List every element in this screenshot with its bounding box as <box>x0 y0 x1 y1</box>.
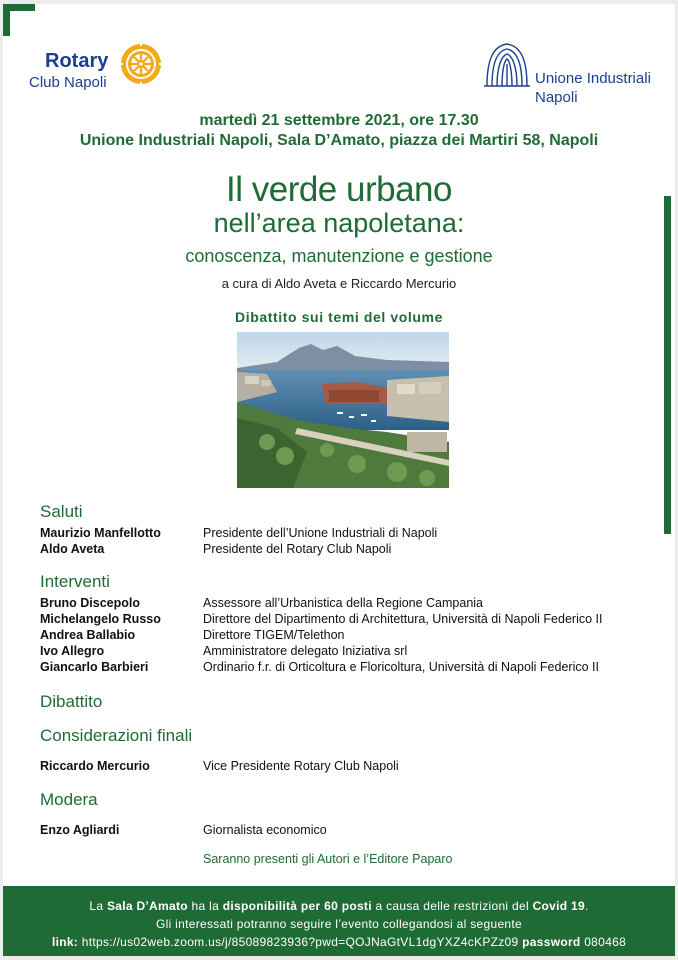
speaker-role: Presidente del Rotary Club Napoli <box>203 542 392 556</box>
speaker-name: Andrea Ballabio <box>40 628 136 642</box>
unione-industriali-emblem-icon <box>481 40 533 90</box>
rotary-logo-name: Rotary <box>45 50 109 72</box>
event-poster <box>3 4 675 956</box>
section-interventi-heading: Interventi <box>40 572 110 591</box>
list-item <box>40 526 660 542</box>
speaker-role: Ordinario f.r. di Orticoltura e Floricoltura, Università di Napoli Federico II <box>203 660 599 674</box>
section-saluti-heading: Saluti <box>40 502 83 521</box>
list-item <box>40 660 660 676</box>
book-title-line1: Il verde urbano <box>226 170 452 209</box>
moderator-role: Giornalista economico <box>203 823 327 837</box>
speaker-name: Giancarlo Barbieri <box>40 660 149 674</box>
footer-text: ha la <box>187 899 223 913</box>
list-item <box>40 596 660 612</box>
speaker-name: Ivo Allegro <box>40 644 105 658</box>
list-item <box>40 823 660 839</box>
rotary-wheel-icon <box>119 42 163 86</box>
book-editors: a cura di Aldo Aveta e Riccardo Mercurio <box>221 276 457 291</box>
book-subtitle: conoscenza, manutenzione e gestione <box>185 246 493 266</box>
speaker-role: Presidente dell’Unione Industriali di Napoli <box>203 526 438 540</box>
unione-industriali-logo <box>481 38 671 108</box>
footer-capacity-line <box>3 899 675 913</box>
speaker-role: Amministratore delegato Iniziativa srl <box>203 644 408 658</box>
list-item <box>40 644 660 660</box>
footer-covid-bold: Covid 19 <box>532 899 585 913</box>
unione-logo-line1: Unione Industriali <box>535 70 651 87</box>
speaker-name: Aldo Aveta <box>40 542 105 556</box>
speaker-name: Michelangelo Russo <box>40 612 161 626</box>
footer-banner <box>3 886 675 956</box>
debate-heading: Dibattito sui temi del volume <box>235 309 443 325</box>
unione-logo-line2: Napoli <box>535 89 578 106</box>
rotary-logo-subtitle: Club Napoli <box>29 74 107 91</box>
section-considerazioni-heading: Considerazioni finali <box>40 726 193 745</box>
naples-bay-photo <box>237 332 449 488</box>
speaker-name: Maurizio Manfellotto <box>40 526 161 540</box>
footer-venue-bold: Sala D’Amato <box>106 899 188 913</box>
speaker-role: Vice Presidente Rotary Club Napoli <box>203 759 399 773</box>
corner-frame-decoration <box>3 4 35 36</box>
speaker-name: Bruno Discepolo <box>40 596 141 610</box>
section-modera-heading: Modera <box>40 790 98 809</box>
speaker-role: Assessore all’Urbanistica della Regione Campania <box>203 596 484 610</box>
moderator-name: Enzo Agliardi <box>40 823 120 837</box>
book-title-line2: nell’area napoletana: <box>213 208 465 238</box>
speaker-name: Riccardo Mercurio <box>40 759 150 773</box>
rotary-club-logo <box>27 38 177 94</box>
list-item <box>40 628 660 644</box>
event-date: martedì 21 settembre 2021, ore 17.30 <box>199 112 479 129</box>
event-venue: Unione Industriali Napoli, Sala D’Amato, piazza dei Martiri 58, Napoli <box>79 132 599 149</box>
speaker-role: Direttore TIGEM/Telethon <box>203 628 345 642</box>
password-label: password <box>522 935 581 949</box>
footer-text: . <box>585 899 589 913</box>
footer-capacity-bold: disponibilità per 60 posti <box>222 899 372 913</box>
footer-text: a causa delle restrizioni del <box>371 899 533 913</box>
speaker-role: Direttore del Dipartimento di Architettura, Università di Napoli Federico II <box>203 612 603 626</box>
link-label: link: <box>51 935 79 949</box>
footer-text: La <box>89 899 107 913</box>
password-value: 080468 <box>580 935 627 949</box>
zoom-link[interactable]: https://us02web.zoom.us/j/85089823936?pwd=QOJNaGtVL1dgYXZ4cKPZz09 <box>78 935 523 949</box>
section-dibattito-heading: Dibattito <box>40 692 103 711</box>
list-item <box>40 542 660 558</box>
footer-link-line <box>3 935 675 949</box>
list-item <box>40 759 660 775</box>
presence-note: Saranno presenti gli Autori e l’Editore Paparo <box>203 852 453 866</box>
list-item <box>40 612 660 628</box>
footer-info-line: Gli interessati potranno seguire l’evento collegandosi al seguente <box>155 917 523 931</box>
